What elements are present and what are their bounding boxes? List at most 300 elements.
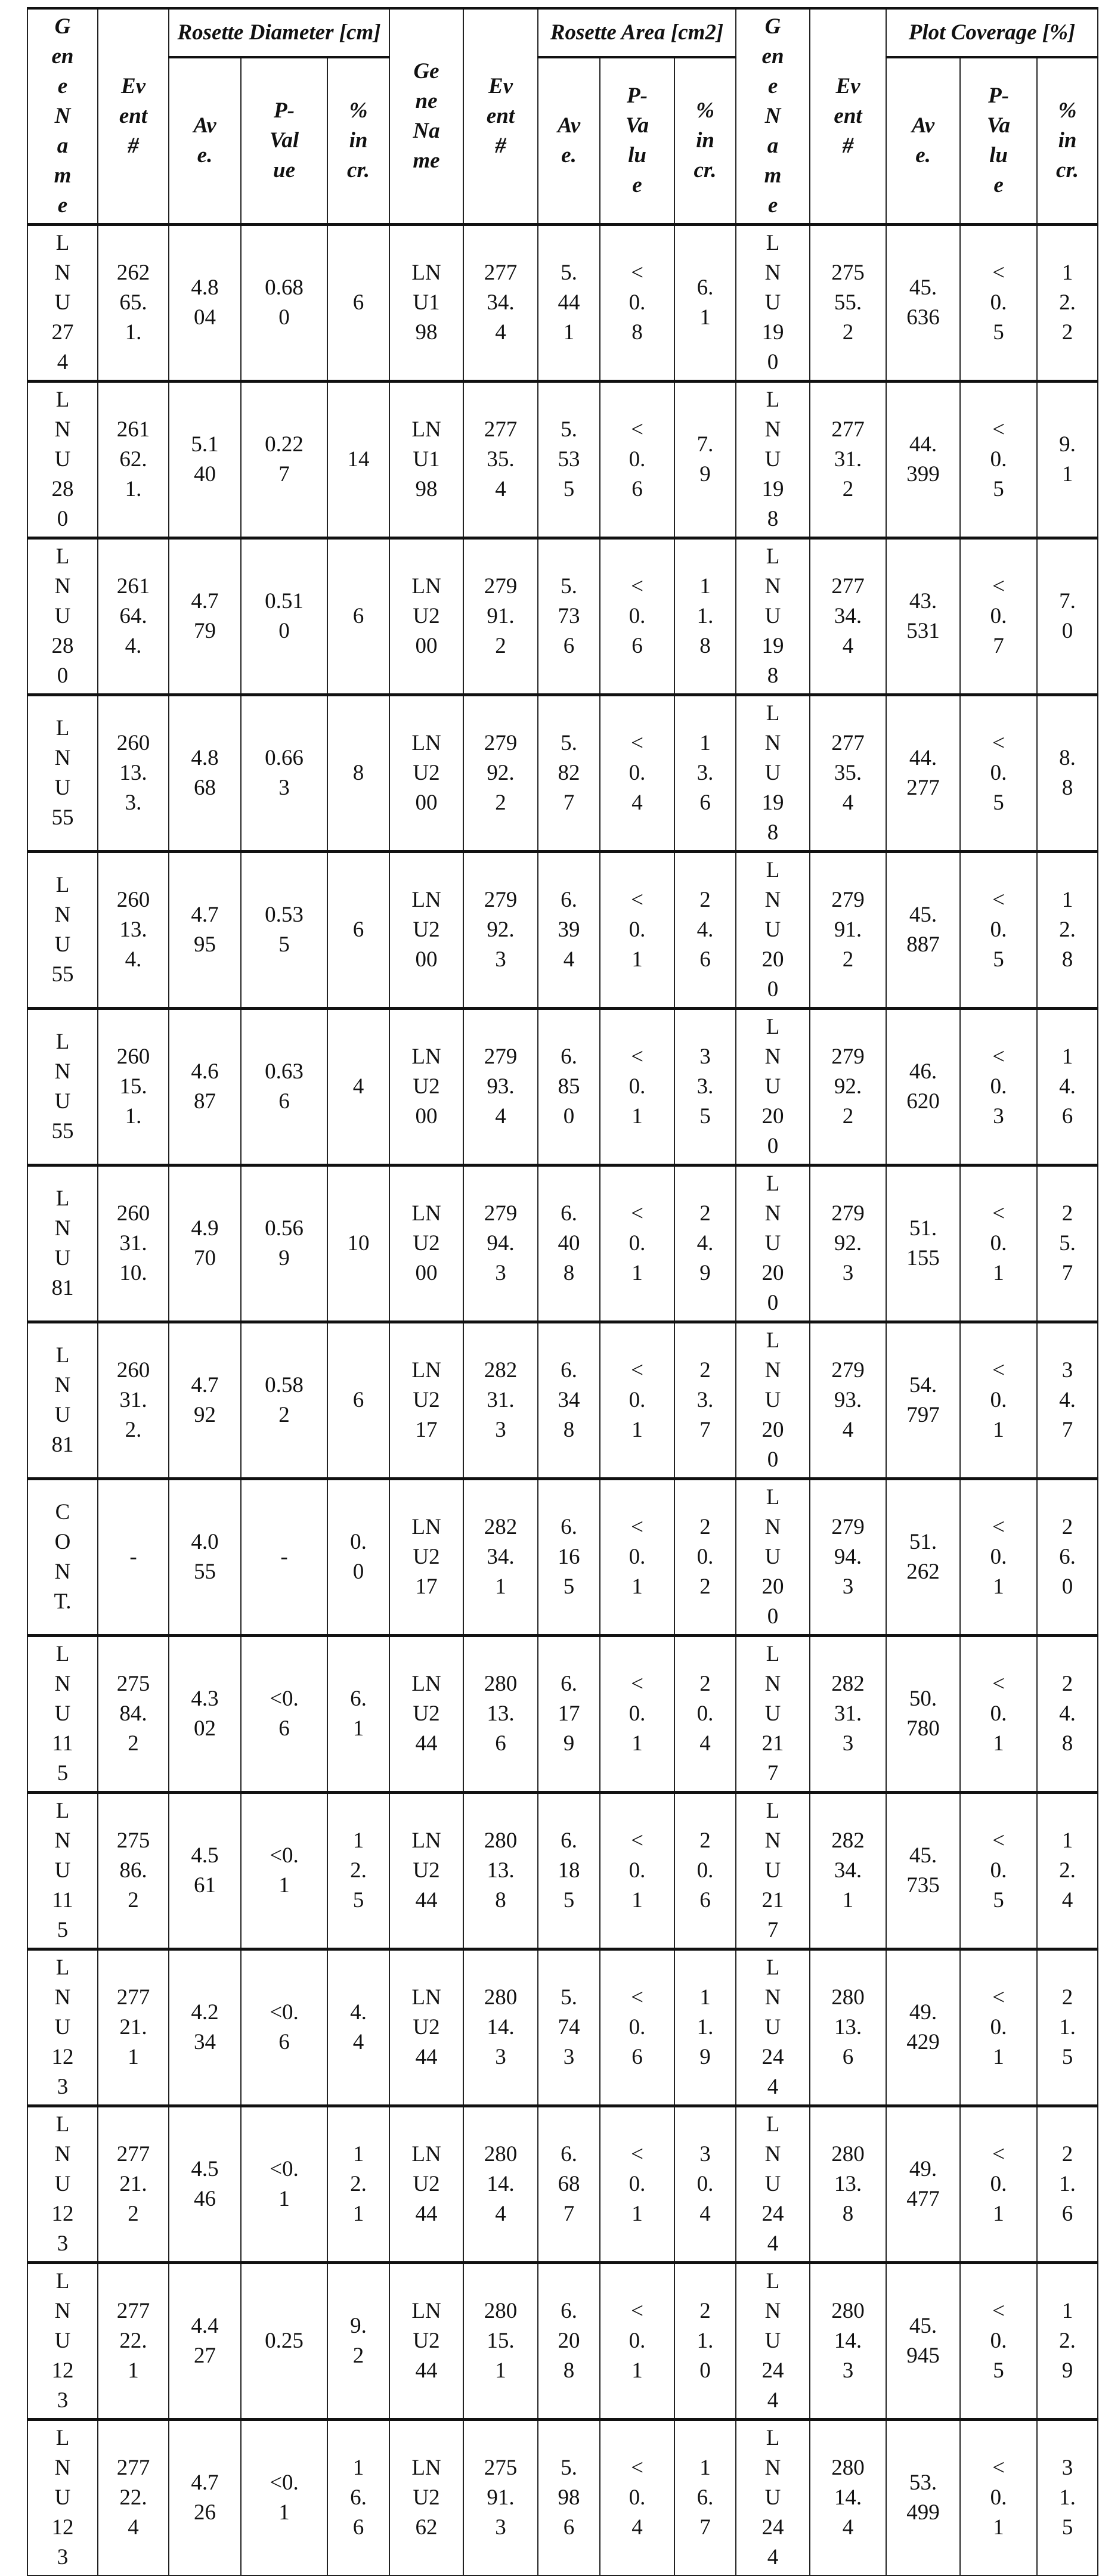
cell-text: 49.477 bbox=[906, 2155, 940, 2214]
cell-event bbox=[810, 695, 886, 852]
cell-text: 51.155 bbox=[906, 1214, 940, 1273]
cell-event bbox=[810, 382, 886, 538]
cell-diameter-incr bbox=[327, 695, 389, 852]
cell-text: LNU55 bbox=[51, 870, 75, 990]
cell-text: 6 bbox=[346, 915, 371, 945]
cell-diameter-incr bbox=[327, 225, 389, 382]
header-incr: % incr. bbox=[674, 57, 736, 225]
cell-coverage-ave bbox=[886, 1009, 960, 1165]
cell-event bbox=[810, 852, 886, 1009]
cell-area-ave bbox=[538, 1949, 600, 2106]
cell-text: 0.680 bbox=[264, 273, 304, 333]
cell-event bbox=[98, 852, 169, 1009]
cell-text: 28013.6 bbox=[484, 1669, 518, 1759]
cell-text: 6.408 bbox=[557, 1199, 581, 1288]
cell-text: 4 bbox=[346, 1072, 371, 1102]
cell-text: 4.546 bbox=[188, 2155, 222, 2214]
cell-text: 27722.4 bbox=[116, 2453, 150, 2543]
cell-diameter-pvalue bbox=[241, 1793, 327, 1949]
cell-text: <0.1 bbox=[264, 1841, 304, 1901]
cell-coverage-ave bbox=[886, 1165, 960, 1322]
cell-text: 27991.2 bbox=[831, 885, 865, 975]
cell-text: LNU280 bbox=[51, 385, 75, 534]
cell-coverage-ave bbox=[886, 1793, 960, 1949]
cell-gene-name bbox=[389, 2106, 463, 2263]
cell-text: 27994.3 bbox=[831, 1512, 865, 1602]
cell-text: 49.429 bbox=[906, 1998, 940, 2057]
table-body bbox=[27, 225, 1098, 2576]
cell-area-incr bbox=[674, 1636, 736, 1793]
cell-text: 26015.1. bbox=[116, 1042, 150, 1132]
cell-text: <0.5 bbox=[986, 258, 1011, 348]
cell-diameter-incr bbox=[327, 2106, 389, 2263]
cell-diameter-incr bbox=[327, 2420, 389, 2576]
cell-coverage-incr bbox=[1037, 1793, 1098, 1949]
header-gene-name-2: Gene Name bbox=[389, 8, 463, 225]
cell-gene-name bbox=[27, 1165, 98, 1322]
cell-text: <0.5 bbox=[986, 2296, 1011, 2386]
cell-text: 28013.8 bbox=[484, 1826, 518, 1915]
cell-text: LNU115 bbox=[51, 1639, 75, 1788]
cell-text: 45.735 bbox=[906, 1841, 940, 1901]
cell-area-pvalue bbox=[600, 538, 674, 695]
cell-text: LNU217 bbox=[761, 1796, 785, 1945]
cell-event bbox=[463, 1636, 538, 1793]
cell-area-ave bbox=[538, 2263, 600, 2420]
cell-text: 50.780 bbox=[906, 1684, 940, 1744]
cell-event bbox=[463, 225, 538, 382]
cell-text: LNU123 bbox=[51, 1953, 75, 2102]
header-incr: % incr. bbox=[327, 57, 389, 225]
cell-coverage-incr bbox=[1037, 2106, 1098, 2263]
cell-text: 21.0 bbox=[693, 2296, 717, 2386]
cell-text: LNU200 bbox=[409, 885, 443, 975]
cell-coverage-pvalue bbox=[960, 1165, 1037, 1322]
cell-text: 14.6 bbox=[1055, 1042, 1080, 1132]
cell-text: LNU244 bbox=[761, 2267, 785, 2416]
cell-text: LNU81 bbox=[51, 1341, 75, 1460]
cell-text: 8.8 bbox=[1055, 743, 1080, 803]
cell-text: 6.687 bbox=[557, 2140, 581, 2229]
cell-gene-name bbox=[736, 1479, 810, 1636]
cell-text: 28014.3 bbox=[831, 2296, 865, 2386]
cell-text: 0.663 bbox=[264, 743, 304, 803]
cell-text: 4.868 bbox=[188, 743, 222, 803]
cell-area-pvalue bbox=[600, 1165, 674, 1322]
cell-text: 5.827 bbox=[557, 729, 581, 818]
cell-area-incr bbox=[674, 538, 736, 695]
cell-text: 10 bbox=[346, 1229, 371, 1258]
cell-coverage-incr bbox=[1037, 1479, 1098, 1636]
cell-event bbox=[463, 852, 538, 1009]
cell-text: LNU217 bbox=[409, 1512, 443, 1602]
cell-area-ave bbox=[538, 538, 600, 695]
cell-coverage-pvalue bbox=[960, 538, 1037, 695]
cell-text: 21.6 bbox=[1055, 2140, 1080, 2229]
cell-coverage-ave bbox=[886, 2420, 960, 2576]
cell-text: 0.569 bbox=[264, 1214, 304, 1273]
header-ave: Ave. bbox=[886, 57, 960, 225]
cell-gene-name bbox=[27, 695, 98, 852]
cell-text: 12.8 bbox=[1055, 885, 1080, 975]
header-pvalue: P-Value bbox=[600, 57, 674, 225]
cell-event bbox=[98, 1165, 169, 1322]
cell-text: LNU200 bbox=[409, 572, 443, 661]
cell-text: <0.1 bbox=[625, 1199, 649, 1288]
cell-text: 4.792 bbox=[188, 1371, 222, 1430]
cell-text: LNU217 bbox=[409, 1356, 443, 1445]
cell-diameter-ave bbox=[169, 538, 241, 695]
cell-gene-name bbox=[736, 2263, 810, 2420]
cell-diameter-pvalue bbox=[241, 1949, 327, 2106]
cell-area-incr bbox=[674, 1165, 736, 1322]
cell-text: 27991.2 bbox=[484, 572, 518, 661]
cell-gene-name bbox=[389, 1949, 463, 2106]
cell-coverage-incr bbox=[1037, 695, 1098, 852]
cell-text: 0.582 bbox=[264, 1371, 304, 1430]
cell-diameter-ave bbox=[169, 1165, 241, 1322]
cell-text: 27731.2 bbox=[831, 415, 865, 504]
header-event-3: Event # bbox=[810, 8, 886, 225]
cell-text: 26164.4. bbox=[116, 572, 150, 661]
cell-text: <0.6 bbox=[264, 1998, 304, 2057]
cell-event bbox=[810, 2106, 886, 2263]
cell-text: LNU198 bbox=[761, 699, 785, 848]
cell-event bbox=[98, 1322, 169, 1479]
cell-diameter-pvalue bbox=[241, 2420, 327, 2576]
cell-text: <0.1 bbox=[625, 1512, 649, 1602]
cell-event bbox=[810, 1793, 886, 1949]
cell-text: 5.140 bbox=[188, 430, 222, 489]
cell-text: 26.0 bbox=[1055, 1512, 1080, 1602]
cell-area-ave bbox=[538, 852, 600, 1009]
cell-text: LNU217 bbox=[761, 1639, 785, 1788]
header-rosette-diameter: Rosette Diameter [cm] bbox=[169, 8, 389, 57]
cell-text: <0.1 bbox=[986, 1669, 1011, 1759]
cell-coverage-pvalue bbox=[960, 2420, 1037, 2576]
cell-diameter-incr bbox=[327, 852, 389, 1009]
cell-text: LNU198 bbox=[761, 542, 785, 691]
cell-area-ave bbox=[538, 382, 600, 538]
cell-coverage-pvalue bbox=[960, 852, 1037, 1009]
cell-area-ave bbox=[538, 1793, 600, 1949]
cell-text: 45.636 bbox=[906, 273, 940, 333]
cell-text: 27992.3 bbox=[831, 1199, 865, 1288]
cell-text: 27721.1 bbox=[116, 1983, 150, 2072]
cell-gene-name bbox=[27, 852, 98, 1009]
cell-text: 5.736 bbox=[557, 572, 581, 661]
cell-area-pvalue bbox=[600, 382, 674, 538]
cell-event bbox=[810, 1479, 886, 1636]
cell-coverage-pvalue bbox=[960, 1322, 1037, 1479]
cell-area-incr bbox=[674, 1949, 736, 2106]
cell-text: 28231.3 bbox=[831, 1669, 865, 1759]
cell-diameter-pvalue bbox=[241, 538, 327, 695]
cell-text: LNU123 bbox=[51, 2267, 75, 2416]
header-ave: Ave. bbox=[169, 57, 241, 225]
cell-text: 4.4 bbox=[346, 1998, 371, 2057]
table-row bbox=[27, 225, 1098, 382]
cell-text: 27734.4 bbox=[831, 572, 865, 661]
cell-gene-name bbox=[27, 1949, 98, 2106]
cell-gene-name bbox=[27, 538, 98, 695]
header-ave: Ave. bbox=[538, 57, 600, 225]
cell-text: LNU200 bbox=[761, 1169, 785, 1318]
cell-diameter-pvalue bbox=[241, 852, 327, 1009]
cell-diameter-pvalue bbox=[241, 382, 327, 538]
cell-text: <0.1 bbox=[625, 885, 649, 975]
cell-area-ave bbox=[538, 225, 600, 382]
cell-text: 24.6 bbox=[693, 885, 717, 975]
cell-text: 6.1 bbox=[693, 273, 717, 333]
cell-text: 27735.4 bbox=[831, 729, 865, 818]
cell-text: 0.227 bbox=[264, 430, 304, 489]
cell-coverage-ave bbox=[886, 1322, 960, 1479]
header-plot-coverage: Plot Coverage [%] bbox=[886, 8, 1098, 57]
cell-text: 4.561 bbox=[188, 1841, 222, 1901]
cell-text: 5.535 bbox=[557, 415, 581, 504]
cell-text: <0.4 bbox=[625, 2453, 649, 2543]
cell-gene-name bbox=[736, 2106, 810, 2263]
cell-text: 45.945 bbox=[906, 2311, 940, 2371]
cell-gene-name bbox=[27, 2106, 98, 2263]
cell-text: <0.8 bbox=[625, 258, 649, 348]
cell-area-incr bbox=[674, 2263, 736, 2420]
cell-event bbox=[463, 1165, 538, 1322]
cell-text: 4.427 bbox=[188, 2311, 222, 2371]
cell-text: 26031.2. bbox=[116, 1356, 150, 1445]
cell-coverage-incr bbox=[1037, 225, 1098, 382]
cell-gene-name bbox=[389, 695, 463, 852]
cell-area-pvalue bbox=[600, 2263, 674, 2420]
cell-event bbox=[463, 382, 538, 538]
cell-text: 11.8 bbox=[693, 572, 717, 661]
cell-gene-name bbox=[27, 1322, 98, 1479]
header-incr: % incr. bbox=[1037, 57, 1098, 225]
cell-coverage-pvalue bbox=[960, 1479, 1037, 1636]
cell-event bbox=[810, 2263, 886, 2420]
cell-diameter-pvalue bbox=[241, 2263, 327, 2420]
cell-diameter-ave bbox=[169, 1793, 241, 1949]
cell-text: 6.394 bbox=[557, 885, 581, 975]
cell-text: LNU55 bbox=[51, 1027, 75, 1146]
cell-event bbox=[810, 1009, 886, 1165]
cell-text: 4.804 bbox=[188, 273, 222, 333]
cell-diameter-incr bbox=[327, 1636, 389, 1793]
cell-text: LNU200 bbox=[409, 1042, 443, 1132]
cell-text: 16.7 bbox=[693, 2453, 717, 2543]
cell-text: 4.302 bbox=[188, 1684, 222, 1744]
cell-text: 11.9 bbox=[693, 1983, 717, 2072]
cell-text: 20.2 bbox=[693, 1512, 717, 1602]
cell-text: 4.970 bbox=[188, 1214, 222, 1273]
cell-text: 28013.8 bbox=[831, 2140, 865, 2229]
cell-text: 6.348 bbox=[557, 1356, 581, 1445]
cell-text: 6.1 bbox=[346, 1684, 371, 1744]
cell-diameter-ave bbox=[169, 2106, 241, 2263]
cell-gene-name bbox=[736, 382, 810, 538]
cell-text: LNU244 bbox=[761, 2110, 785, 2259]
cell-text: 6.208 bbox=[557, 2296, 581, 2386]
cell-event bbox=[98, 1949, 169, 2106]
table-row bbox=[27, 1009, 1098, 1165]
cell-area-pvalue bbox=[600, 695, 674, 852]
cell-text: 12.9 bbox=[1055, 2296, 1080, 2386]
cell-text: 6.165 bbox=[557, 1512, 581, 1602]
cell-area-incr bbox=[674, 2420, 736, 2576]
cell-gene-name bbox=[736, 695, 810, 852]
cell-text: 27721.2 bbox=[116, 2140, 150, 2229]
cell-gene-name bbox=[389, 538, 463, 695]
header-rosette-area: Rosette Area [cm2] bbox=[538, 8, 736, 57]
cell-text: 44.277 bbox=[906, 743, 940, 803]
cell-diameter-pvalue bbox=[241, 695, 327, 852]
cell-gene-name bbox=[389, 1165, 463, 1322]
cell-text: 9.2 bbox=[346, 2311, 371, 2371]
cell-diameter-pvalue bbox=[241, 1636, 327, 1793]
cell-event bbox=[463, 695, 538, 852]
cell-gene-name bbox=[27, 1636, 98, 1793]
cell-text: 4.779 bbox=[188, 587, 222, 646]
cell-text: 6 bbox=[346, 288, 371, 318]
cell-event bbox=[810, 225, 886, 382]
cell-area-ave bbox=[538, 1636, 600, 1793]
cell-text: 28014.4 bbox=[831, 2453, 865, 2543]
cell-gene-name bbox=[27, 1793, 98, 1949]
cell-text: 27992.2 bbox=[484, 729, 518, 818]
cell-text: 7.0 bbox=[1055, 587, 1080, 646]
cell-text: LNU262 bbox=[409, 2453, 443, 2543]
cell-area-pvalue bbox=[600, 1009, 674, 1165]
cell-gene-name bbox=[389, 1322, 463, 1479]
cell-gene-name bbox=[736, 225, 810, 382]
cell-text: 13.6 bbox=[693, 729, 717, 818]
cell-coverage-incr bbox=[1037, 2420, 1098, 2576]
cell-coverage-ave bbox=[886, 2106, 960, 2263]
cell-text: 0.25 bbox=[264, 2326, 304, 2356]
cell-gene-name bbox=[736, 1165, 810, 1322]
cell-gene-name bbox=[736, 2420, 810, 2576]
cell-text: 43.531 bbox=[906, 587, 940, 646]
table-row bbox=[27, 538, 1098, 695]
cell-diameter-incr bbox=[327, 382, 389, 538]
cell-text: 44.399 bbox=[906, 430, 940, 489]
cell-gene-name bbox=[27, 1009, 98, 1165]
cell-coverage-incr bbox=[1037, 1322, 1098, 1479]
cell-event bbox=[98, 2106, 169, 2263]
cell-coverage-pvalue bbox=[960, 2263, 1037, 2420]
cell-gene-name bbox=[389, 1479, 463, 1636]
cell-coverage-incr bbox=[1037, 852, 1098, 1009]
table-row bbox=[27, 1165, 1098, 1322]
cell-diameter-ave bbox=[169, 852, 241, 1009]
table-row bbox=[27, 1636, 1098, 1793]
cell-coverage-pvalue bbox=[960, 1009, 1037, 1165]
cell-text: 54.797 bbox=[906, 1371, 940, 1430]
cell-text: - bbox=[264, 1542, 304, 1572]
cell-diameter-incr bbox=[327, 538, 389, 695]
cell-coverage-pvalue bbox=[960, 1793, 1037, 1949]
cell-diameter-ave bbox=[169, 382, 241, 538]
cell-text: LNU81 bbox=[51, 1184, 75, 1303]
cell-text: 28234.1 bbox=[484, 1512, 518, 1602]
table-row bbox=[27, 2263, 1098, 2420]
cell-event bbox=[98, 695, 169, 852]
cell-text: 28014.4 bbox=[484, 2140, 518, 2229]
cell-text: <0.1 bbox=[264, 2155, 304, 2214]
cell-coverage-incr bbox=[1037, 538, 1098, 695]
cell-text: 9.1 bbox=[1055, 430, 1080, 489]
cell-event bbox=[810, 2420, 886, 2576]
cell-text: 53.499 bbox=[906, 2468, 940, 2528]
cell-text: 4.687 bbox=[188, 1057, 222, 1117]
cell-text: 27722.1 bbox=[116, 2296, 150, 2386]
cell-text: 33.5 bbox=[693, 1042, 717, 1132]
cell-text: 6 bbox=[346, 602, 371, 631]
cell-coverage-ave bbox=[886, 1949, 960, 2106]
cell-event bbox=[98, 225, 169, 382]
cell-text: 0.535 bbox=[264, 900, 304, 960]
cell-text: 6 bbox=[346, 1385, 371, 1415]
cell-diameter-ave bbox=[169, 225, 241, 382]
cell-text: 26162.1. bbox=[116, 415, 150, 504]
cell-area-ave bbox=[538, 1165, 600, 1322]
cell-coverage-ave bbox=[886, 382, 960, 538]
cell-event bbox=[810, 538, 886, 695]
cell-text: 6.185 bbox=[557, 1826, 581, 1915]
cell-text: LNU244 bbox=[409, 2140, 443, 2229]
cell-text: <0.1 bbox=[625, 1826, 649, 1915]
cell-event bbox=[463, 2106, 538, 2263]
cell-text: <0.1 bbox=[986, 2453, 1011, 2543]
cell-coverage-ave bbox=[886, 2263, 960, 2420]
cell-text: <0.1 bbox=[986, 1983, 1011, 2072]
cell-event bbox=[98, 2263, 169, 2420]
cell-text: LNU123 bbox=[51, 2423, 75, 2572]
cell-diameter-ave bbox=[169, 1322, 241, 1479]
cell-gene-name bbox=[389, 382, 463, 538]
cell-gene-name bbox=[27, 382, 98, 538]
cell-text: 4.726 bbox=[188, 2468, 222, 2528]
cell-area-ave bbox=[538, 1479, 600, 1636]
cell-event bbox=[463, 1009, 538, 1165]
cell-text: 28231.3 bbox=[484, 1356, 518, 1445]
cell-event bbox=[98, 1479, 169, 1636]
cell-text: LNU55 bbox=[51, 714, 75, 833]
cell-text: LNU200 bbox=[761, 1326, 785, 1475]
cell-text: 12.5 bbox=[346, 1826, 371, 1915]
cell-text: 28234.1 bbox=[831, 1826, 865, 1915]
cell-diameter-incr bbox=[327, 1793, 389, 1949]
cell-event bbox=[463, 2263, 538, 2420]
cell-text: 27735.4 bbox=[484, 415, 518, 504]
cell-text: 46.620 bbox=[906, 1057, 940, 1117]
cell-area-incr bbox=[674, 1479, 736, 1636]
cell-text: 5.743 bbox=[557, 1983, 581, 2072]
cell-text: 31.5 bbox=[1055, 2453, 1080, 2543]
cell-gene-name bbox=[389, 225, 463, 382]
cell-area-incr bbox=[674, 852, 736, 1009]
cell-text: <0.1 bbox=[625, 1356, 649, 1445]
cell-coverage-pvalue bbox=[960, 1636, 1037, 1793]
cell-text: 20.4 bbox=[693, 1669, 717, 1759]
cell-gene-name bbox=[389, 2420, 463, 2576]
cell-text: 5.441 bbox=[557, 258, 581, 348]
cell-text: LNU244 bbox=[409, 1826, 443, 1915]
cell-text: <0.5 bbox=[986, 729, 1011, 818]
cell-gene-name bbox=[736, 1636, 810, 1793]
cell-text: 12.1 bbox=[346, 2140, 371, 2229]
